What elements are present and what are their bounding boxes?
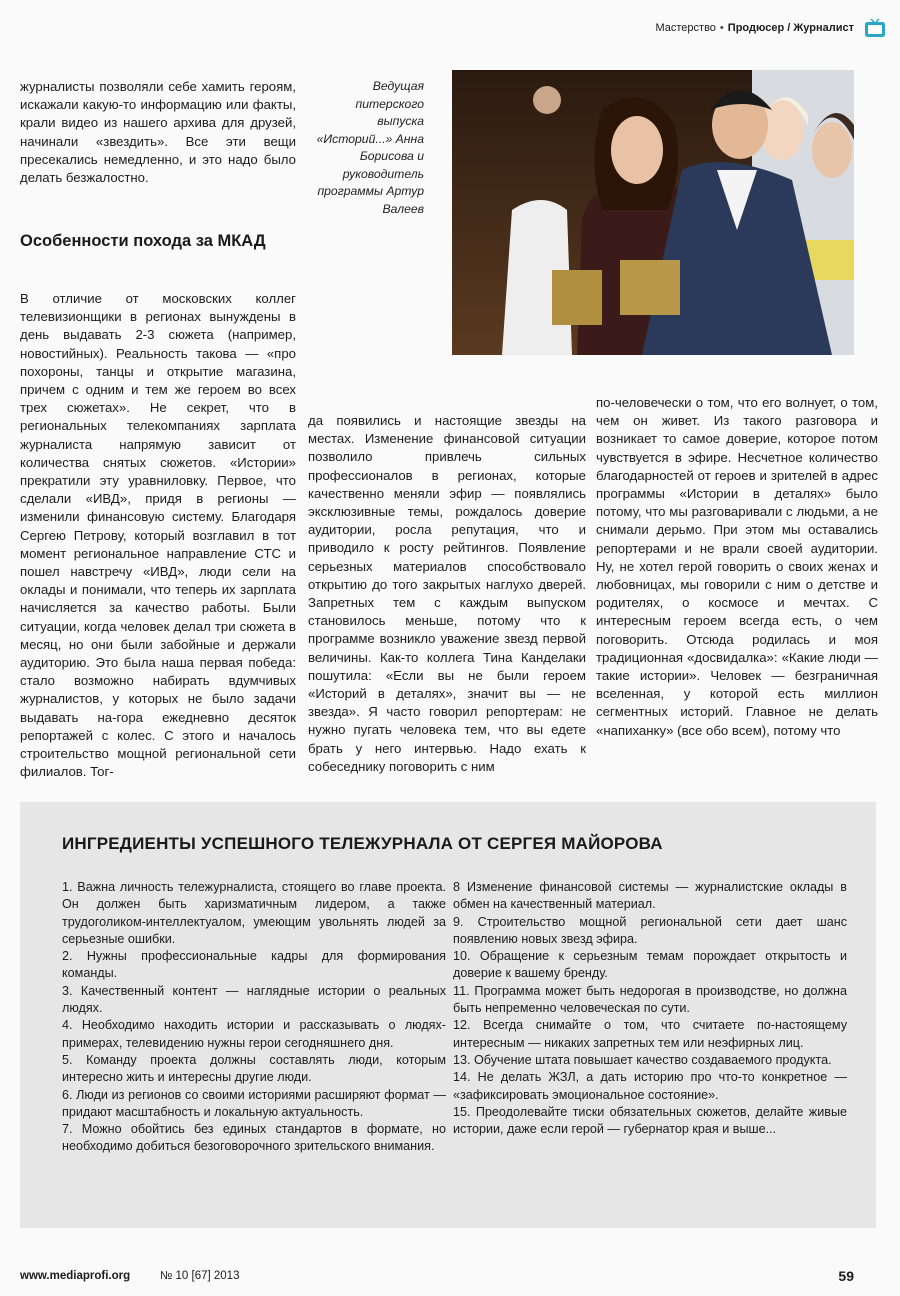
ingredients-right-column <box>453 879 847 1138</box>
ingredients-left-column <box>62 879 446 1156</box>
ingredient-item: 15. Преодолевайте тиски обязательных сюжетов, делайте живые истории, даже если герой — губернатор края и выше... <box>453 1104 847 1137</box>
page-number: 59 <box>838 1268 854 1284</box>
ingredient-item: 6. Люди из регионов со своими историями расширяют формат — придают масштабность и локальную актуальность. <box>62 1087 446 1119</box>
ingredient-item: 2. Нужны профессиональные кадры для формирования команды. <box>62 949 446 981</box>
ingredient-item: 1. Важна личность тележурналиста, стоящего во главе проекта. Он должен быть харизматичным лидером, а также трудоголиком-интеллектуалом, умеющим увольнять людей за серьезные ошибки. <box>62 880 446 946</box>
ingredient-item: 5. Команду проекта должны составлять люди, которым интересно жить и интересны другие люди. <box>62 1052 446 1085</box>
ingredient-item: 13. Обучение штата повышает качество создаваемого продукта. <box>453 1052 832 1067</box>
column-b-body: да появились и настоящие звезды на местах. Изменение финансовой ситуации позволило привлечь сильных профессионалов в регионах, которые качественно меняли эфир — появлялись эксклюзивные темы, рождалось доверие аудитории, росла репутация, что и приводило к росту рейтингов. Появление серьезных материалов способствовало открытию до того закрытых наглухо дверей. Запретных тем с каждым выпуском становилось меньше, потому что к программе возникло уважение звезд первой величины. Как-то коллега Тина Канделаки пошутила: «Если вы не были героем «Историй в деталях», значит вы — не звезда». Я часто говорил репортерам: не нужно пугать человека тем, что вы едете брать у него интервью. Надо ехать к собеседнику поговорить с ним <box>308 413 586 774</box>
ingredient-item: 3. Качественный контент — наглядные истории о реальных людях. <box>62 983 446 1016</box>
header-rubric: Продюсер / Журналист <box>727 22 854 34</box>
column-a-intro: журналисты позволяли себе хамить героям, искажали какую-то информацию или факты, крали видео из нашего архива для друзей, начинали «звездить». Все эти вещи пресекались немедленно, и это надо было делать безжалостно. <box>20 79 296 186</box>
ingredient-item: 7. Можно обойтись без единых стандартов в формате, но необходимо добиться безоговорочного зрительского внимания. <box>62 1122 446 1154</box>
ingredient-item: 10. Обращение к серьезным темам порождает открытость и доверие к вашему бренду. <box>453 949 847 981</box>
column-c-body: по-человечески о том, что его волнует, о том, чем он живет. Из такого разговора и возникает то самое доверие, которое потом чувствуется в эфире. Несчетное количество благодарностей от героев и зрителей в адрес программы «Истории в деталях» было потому, что мы разговаривали с людьми, а не снимали дерьмо. При этом мы оставались репортерами и не врали своей аудитории. Ну, не хотел герой говорить о своих женах и любовницах, мы говорили с ним о детстве и родителях, о космосе и мечтах. С интересным героем всегда есть, о чем поговорить. Отсюда родилась и моя традиционная «досвидалка»: «Какие люди — такие истории». Человек — безграничная вселенная, у которой есть миллион сегментных историй. Главное не делать «напиханку» (все обо всем), потому что <box>596 395 878 738</box>
footer-url[interactable]: www.mediaprofi.org <box>20 1270 131 1282</box>
tv-icon <box>864 18 886 38</box>
section-heading: Особенности похода за МКАД <box>20 232 266 250</box>
column-a-body: В отличие от московских коллег телевизионщики в регионах вынуждены в день выдавать 2-3 сюжета (например, новостийных). Реальность такова — «про похороны, танцы и открытие магазина, причем с одним и тем же героем во всех трех сюжетах». Не секрет, что в региональных телекомпаниях зарплата журналиста напрямую зависит от количества снятых сюжетов. «Истории» прекратили эту уравниловку. Первое, что сделали «ИВД», придя в регионы — изменили финансовую систему. Благодаря Сергею Петрову, который возглавил в тот момент региональное направление СТС и пошел навстречу «ИВД», люди сели на оклады и понимали, что теперь их зарплата начисляется за качество работы. Были ситуации, когда человек делал три сюжета в месяц, но они были забойные и держали аудиторию. Это была наша первая победа: стало возможно набирать вдумчивых журналистов, у которых не было задачи выдавать на-гора ежедневно десяток репортажей с колес. С этого и началось строительство мощной региональной сети филиалов. Тог- <box>20 291 296 780</box>
ingredients-box <box>20 802 876 1228</box>
header-section: Мастерство <box>655 22 716 34</box>
page-header <box>655 22 854 34</box>
photo-caption: Ведущая питерского выпуска «Историй...» Анна Борисова и руководитель программы Артур Валеев <box>316 79 424 216</box>
footer-issue: № 10 [67] 2013 <box>160 1270 240 1282</box>
ingredient-item: 14. Не делать ЖЗЛ, а дать историю про что-то конкретное — «зафиксировать эмоциональное состояние». <box>453 1070 847 1102</box>
ingredient-item: 8 Изменение финансовой системы — журналистские оклады в обмен на качественный материал. <box>453 880 847 912</box>
ingredient-item: 9. Строительство мощной региональной сети дает шанс появлению новых звезд эфира. <box>453 914 847 946</box>
ingredient-item: 4. Необходимо находить истории и рассказывать о людях-примерах, телевидению нужны герои сегодняшнего дня. <box>62 1018 446 1050</box>
ingredients-title: ИНГРЕДИЕНТЫ УСПЕШНОГО ТЕЛЕЖУРНАЛА ОТ СЕРГЕЯ МАЙОРОВА <box>62 834 663 853</box>
header-separator: • <box>719 22 724 34</box>
ingredient-item: 12. Всегда снимайте о том, что считаете по-настоящему интересным — никаких запретных тем или неэфирных лиц. <box>453 1018 847 1050</box>
event-photo <box>452 70 854 355</box>
ingredient-item: 11. Программа может быть недорогая в производстве, но должна быть непременно человеческая по сути. <box>453 983 847 1016</box>
event-photo-illustration <box>452 70 854 355</box>
